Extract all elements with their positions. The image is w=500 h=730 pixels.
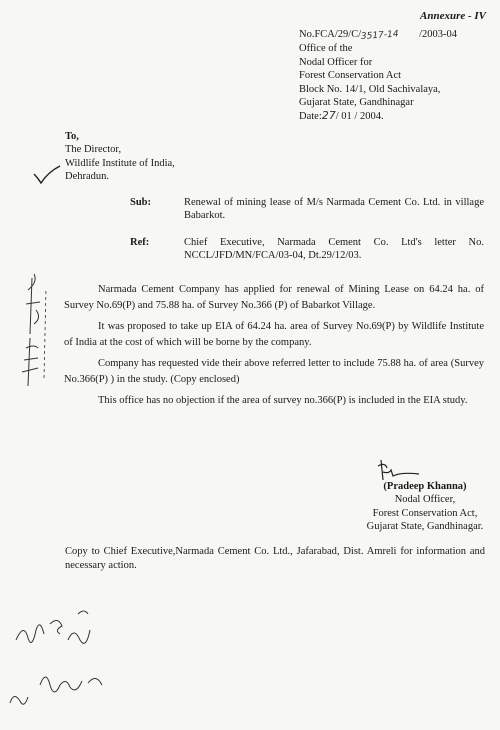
body-paragraph: This office has no objection if the area of survey no.366(P) is included in the EIA study.	[98, 395, 468, 406]
office-line: Nodal Officer for	[299, 56, 373, 68]
office-line: Forest Conservation Act	[299, 70, 402, 82]
subject-text: Renewal of mining lease of M/s Narmada Cement Co. Ltd. in village Babarkot.	[184, 197, 484, 222]
to-label: To,	[65, 131, 79, 142]
subject-label: Sub:	[130, 197, 152, 208]
office-line: Office of the	[299, 43, 353, 55]
body-paragraph: Narmada Cement Company has applied for renewal of Mining Lease on 64.24 ha. of Survey No.69(P) and 75.88 ha. of Survey No.366 (P) of Babarkot Village.	[64, 284, 484, 311]
signatory-name: (Pradeep Khanna)	[383, 481, 467, 492]
tick-mark-icon	[32, 164, 62, 186]
letter-date: Date:27/ 01 / 2004.	[299, 109, 384, 123]
date-day-handwritten: 27	[321, 109, 336, 123]
subject-row	[130, 196, 490, 224]
office-line: Gujarat State, Gandhinagar	[299, 97, 414, 109]
body-paragraph: Company has requested vide their above referred letter to include 75.88 ha. of area (Survey No.366(P) ) in the study. (Copy enclosed)	[64, 358, 484, 385]
annexure-label: Annexure - IV	[420, 10, 487, 22]
reference-text: Chief Executive, Narmada Cement Co. Ltd's letter No. NCCL/JFD/MN/FCA/03-04, Dt.29/12/03.	[184, 237, 484, 262]
margin-handwriting-icon	[8, 268, 56, 388]
recipient-line: Wildlife Institute of India,	[65, 157, 175, 169]
recipient-line: Dehradun.	[65, 171, 110, 183]
signatory-line: Gujarat State, Gandhinagar.	[366, 521, 484, 533]
signature-block	[355, 480, 495, 534]
handwritten-scribble-icon	[10, 600, 120, 660]
ref-number-handwritten: 3517-14	[360, 29, 400, 43]
reference-row	[130, 236, 490, 264]
recipient-block	[65, 130, 175, 184]
letter-body	[64, 282, 484, 409]
handwritten-scribble-icon	[4, 655, 114, 715]
body-paragraph: It was proposed to take up EIA of 64.24 ha. area of Survey No.69(P) by Wildlife Institute of India at the cost of which will be borne by the company.	[64, 321, 484, 348]
office-line: Block No. 14/1, Old Sachivalaya,	[299, 83, 441, 95]
ref-number-suffix: /2003-04	[419, 29, 458, 40]
copy-to-note: Copy to Chief Executive,Narmada Cement Co. Ltd., Jafarabad, Dist. Amreli for information and necessary action.	[65, 546, 485, 571]
signatory-line: Nodal Officer,	[394, 494, 456, 506]
ref-number-prefix: No.FCA/29/C/	[299, 29, 362, 40]
reference-number	[299, 28, 457, 42]
recipient-line: The Director,	[65, 144, 122, 156]
reference-label: Ref:	[130, 237, 150, 248]
office-address-block	[299, 28, 457, 124]
signatory-line: Forest Conservation Act,	[372, 507, 478, 519]
